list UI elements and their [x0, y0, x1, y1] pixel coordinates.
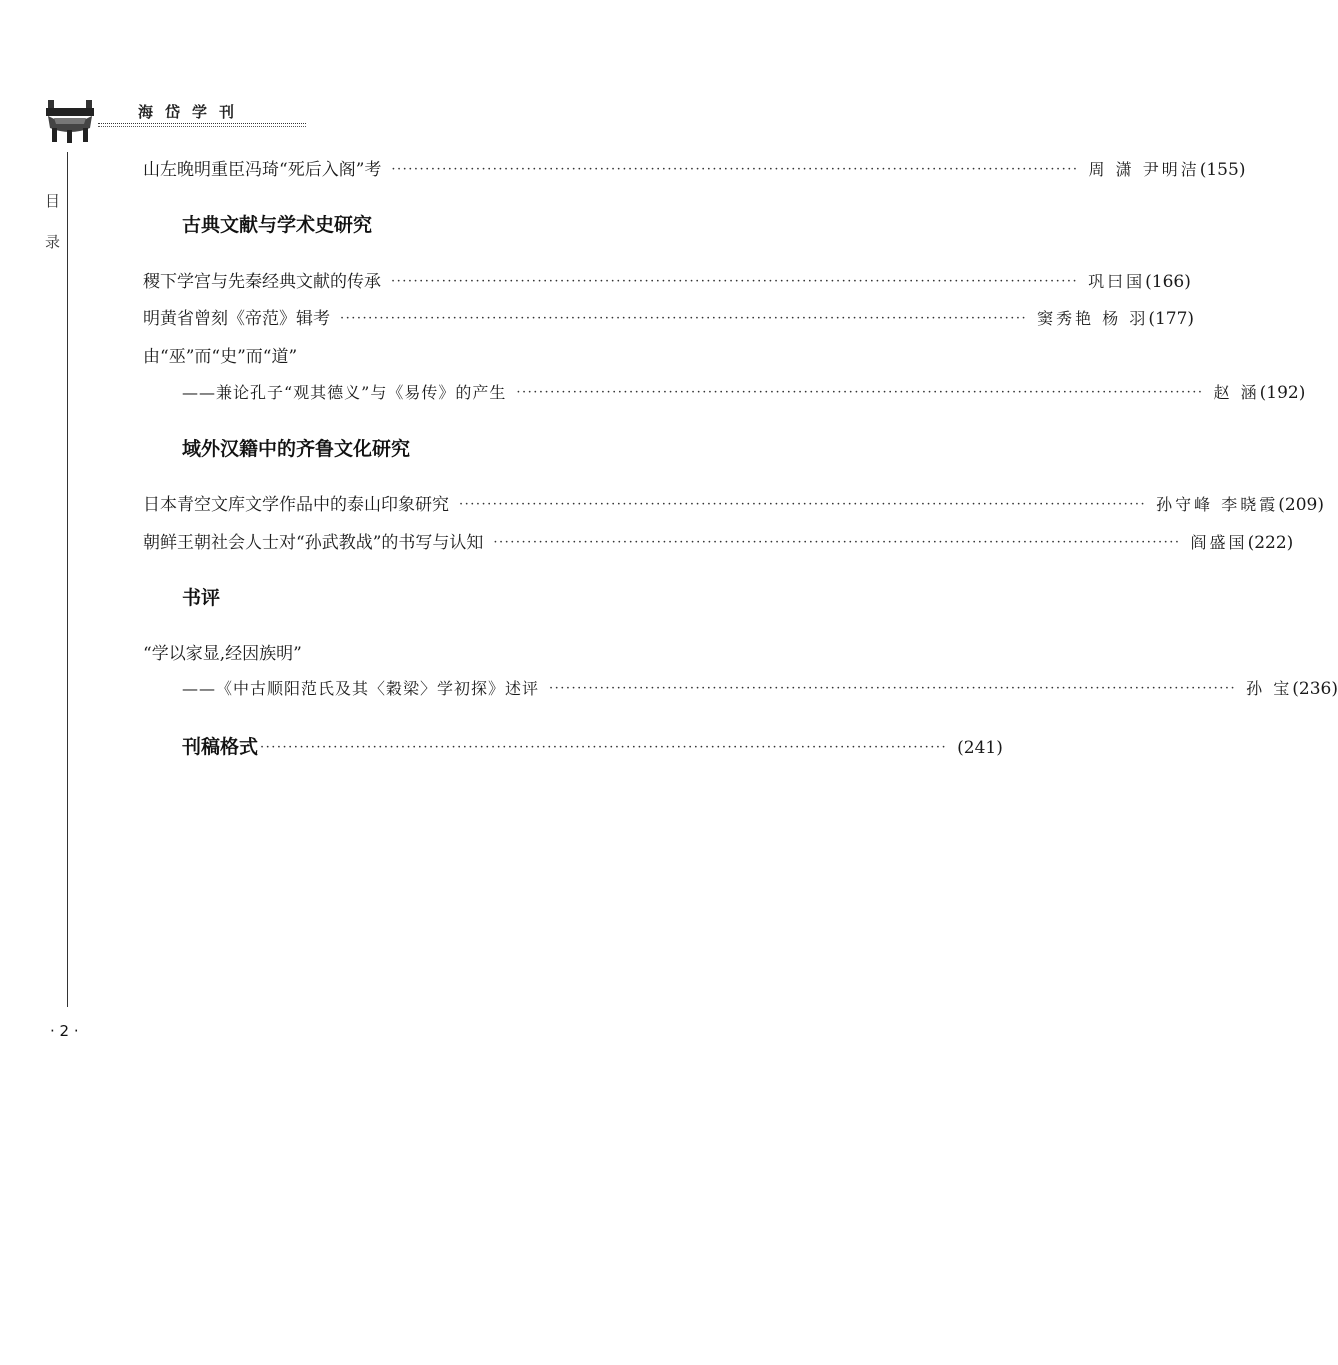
- toc-entry-title: 日本青空文库文学作品中的泰山印象研究: [143, 495, 449, 515]
- bronze-ding-vessel-icon: [44, 94, 96, 144]
- journal-title: 海岱学刊: [138, 103, 247, 121]
- section-heading: 书评: [182, 587, 221, 609]
- toc-entry-title: “学以家显,经因族明”: [143, 644, 302, 664]
- margin-vertical-rule: [67, 152, 68, 1007]
- toc-entry-title: 山左晚明重臣冯琦“死后入阁”考: [143, 160, 382, 180]
- toc-entry: [143, 490, 1324, 515]
- toc-entry-page: (209): [1278, 495, 1324, 515]
- toc-entry-subtitle: ——兼论孔子“观其德义”与《易传》的产生: [182, 383, 507, 402]
- toc-entry-author: 周 潇 尹明洁: [1088, 160, 1200, 179]
- toc-entry-page: (177): [1148, 309, 1195, 329]
- toc-entry-page: (241): [957, 738, 1003, 758]
- toc-entry-page: (236): [1292, 679, 1338, 699]
- section-heading: 域外汉籍中的齐鲁文化研究: [182, 438, 411, 460]
- toc-entry-title: 由“巫”而“史”而“道”: [143, 347, 298, 367]
- toc-entry-title: 朝鲜王朝社会人士对“孙武教战”的书写与认知: [143, 533, 484, 553]
- dot-leader: ··························································································································: [391, 162, 1079, 177]
- toc-entry-author: 窦秀艳 杨 羽: [1037, 309, 1149, 328]
- toc-entry-title: 刊稿格式: [182, 736, 259, 758]
- toc-entry-author: 赵 涵: [1213, 383, 1260, 402]
- toc-entry-page: (166): [1145, 272, 1191, 292]
- side-label-mu: 目: [45, 192, 61, 210]
- toc-entry-page: (192): [1259, 383, 1306, 403]
- dot-leader: ··························································································································: [549, 681, 1237, 696]
- dot-leader: ··························································································································: [493, 535, 1181, 550]
- toc-entry: [143, 304, 1195, 329]
- side-label-lu: 录: [45, 233, 61, 251]
- section-heading: 古典文献与学术史研究: [182, 214, 373, 236]
- toc-entry-page: (222): [1247, 533, 1294, 553]
- toc-entry-author: 巩曰国: [1088, 272, 1146, 291]
- dot-leader: ··························································································································: [391, 274, 1079, 289]
- toc-entry-title: 稷下学宫与先秦经典文献的传承: [143, 272, 381, 292]
- toc-entry: [143, 528, 1294, 553]
- toc-entry: [143, 267, 1191, 292]
- dot-leader: ··························································································································: [459, 497, 1147, 512]
- toc-entry-subtitle: ——《中古顺阳范氏及其〈穀梁〉学初探》述评: [182, 679, 540, 698]
- toc-entry: [182, 380, 1306, 403]
- toc-entry-author: 孙 宝: [1246, 679, 1293, 698]
- dot-leader: ··························································································································: [260, 740, 948, 755]
- toc-entry-title: 明黄省曾刻《帝范》辑考: [143, 309, 330, 329]
- toc-entry-page: (155): [1199, 160, 1246, 180]
- header-rule-secondary: [98, 126, 306, 127]
- page-number: · 2 ·: [50, 1022, 79, 1040]
- toc-entry-author: 阎盛国: [1190, 533, 1248, 552]
- toc-entry-author: 孙守峰 李晓霞: [1156, 495, 1279, 514]
- dot-leader: ··························································································································: [340, 311, 1028, 326]
- toc-entry: [182, 732, 1003, 759]
- header-rule: [98, 123, 306, 124]
- toc-entry: [182, 676, 1338, 699]
- toc-entry: [143, 155, 1246, 180]
- dot-leader: ··························································································································: [516, 385, 1204, 400]
